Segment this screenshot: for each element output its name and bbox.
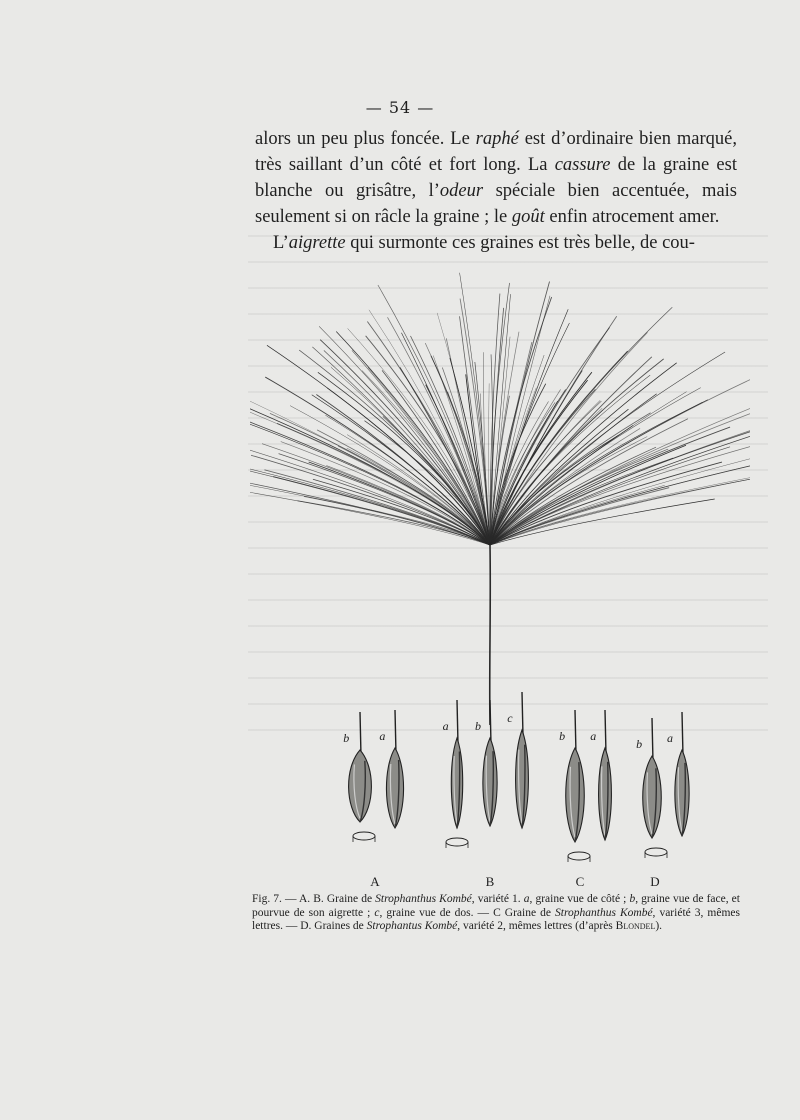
text-run: L’ [273,233,289,253]
seed-body [516,730,529,828]
text-run: , graine vue de dos. — C Graine de [379,906,556,919]
italic-text: Strophanthus Kombé [555,906,653,919]
aigrette-hair [490,307,672,545]
text-run: spéciale bien accentuée, mais seulement si on râcle la graine ; le [255,181,737,227]
seed-A-a [386,710,403,828]
seed-D-b [643,718,662,838]
italic-text: cassure [554,155,611,175]
text-run: qui surmonte ces graines est très belle, de cou- [345,233,695,253]
italic-text: c [374,906,380,919]
aigrette-hair [490,423,750,545]
paragraph [255,126,737,230]
hilum-C [568,852,590,862]
seed-body [599,748,612,840]
hilum-ellipse [353,832,375,840]
seed-illustrations [349,692,690,862]
aigrette-stalk [490,545,491,725]
seed-body [643,756,662,838]
hilum-B [446,838,468,848]
seed-letter-C-b: b [559,729,566,743]
seed-letter-B-b: b [475,719,481,733]
text-run: enfin atrocement amer. [544,207,720,227]
aigrette-illustration [250,273,750,725]
seed-body [675,750,689,836]
figure-strophanthus-seeds [250,270,750,910]
italic-text: Strophanthus Kombé [375,893,472,905]
aigrette-hair [265,377,490,545]
seed-B-c [516,692,529,828]
italic-text: odeur [439,181,484,201]
aigrette-hair [325,415,490,545]
seed-A-b [349,712,372,822]
aigrette-hair [267,345,490,545]
seed-C-a [599,710,612,840]
seed-letter-A-a: a [379,729,386,743]
text-run: , graine vue de face, et pourvue de son aigrette ; [252,893,740,919]
seed-letter-B-a: a [442,719,449,733]
body-text [255,126,737,256]
italic-text: b [629,893,636,905]
text-run: ). [655,920,663,932]
hilum-ellipse [446,838,468,846]
group-label-C: C [575,874,585,889]
italic-text: raphé [475,129,519,149]
italic-text: Strophantus Kombé [366,920,458,932]
text-run: , variété 3, mêmes lettres. — D. Graines de [252,906,741,932]
text-run: Fig. 7. — A. B. Graine de [252,893,376,905]
seed-letter-A-b: b [343,731,350,745]
text-run: est d’ordinaire bien marqué, très saillant d’un côté et fort long. La [255,129,737,175]
hilum-A [353,832,375,842]
figure-caption [252,893,740,934]
page-number: — 54 — [365,98,435,117]
seed-body [566,748,585,842]
aigrette-hair [490,389,595,545]
seed-letter-C-a: a [590,729,597,743]
text-run: de la graine est blanche ou grisâtre, l’ [255,155,737,201]
hilum-D [645,848,667,858]
text-run: alors un peu plus foncée. Le [255,129,476,149]
seed-letter-D-a: a [667,731,673,745]
small-caps-text: Blondel [615,920,656,932]
group-label-D: D [650,874,660,889]
text-run: , graine vue de côté ; [529,893,630,905]
italic-text: goût [511,207,545,227]
seed-B-b [483,700,497,826]
text-run: , variété 1. [471,893,524,905]
paragraph [255,230,737,256]
aigrette-hair [490,352,725,545]
seed-C-b [566,710,585,842]
seed-body [483,738,497,826]
seed-letter-B-c: c [507,711,513,725]
group-label-B: B [485,874,495,889]
italic-text: aigrette [288,233,346,253]
seed-body [451,738,462,828]
seed-letter-D-b: b [636,737,643,751]
hilum-ellipse [568,852,590,860]
group-label-A: A [370,874,380,889]
seed-body [349,750,372,822]
text-run: , variété 2, mêmes lettres (d’après [457,920,616,932]
seed-D-a [675,712,689,836]
hilum-ellipse [645,848,667,856]
seed-body [386,748,403,828]
seed-B-a [451,700,462,828]
italic-text: a [523,893,530,905]
